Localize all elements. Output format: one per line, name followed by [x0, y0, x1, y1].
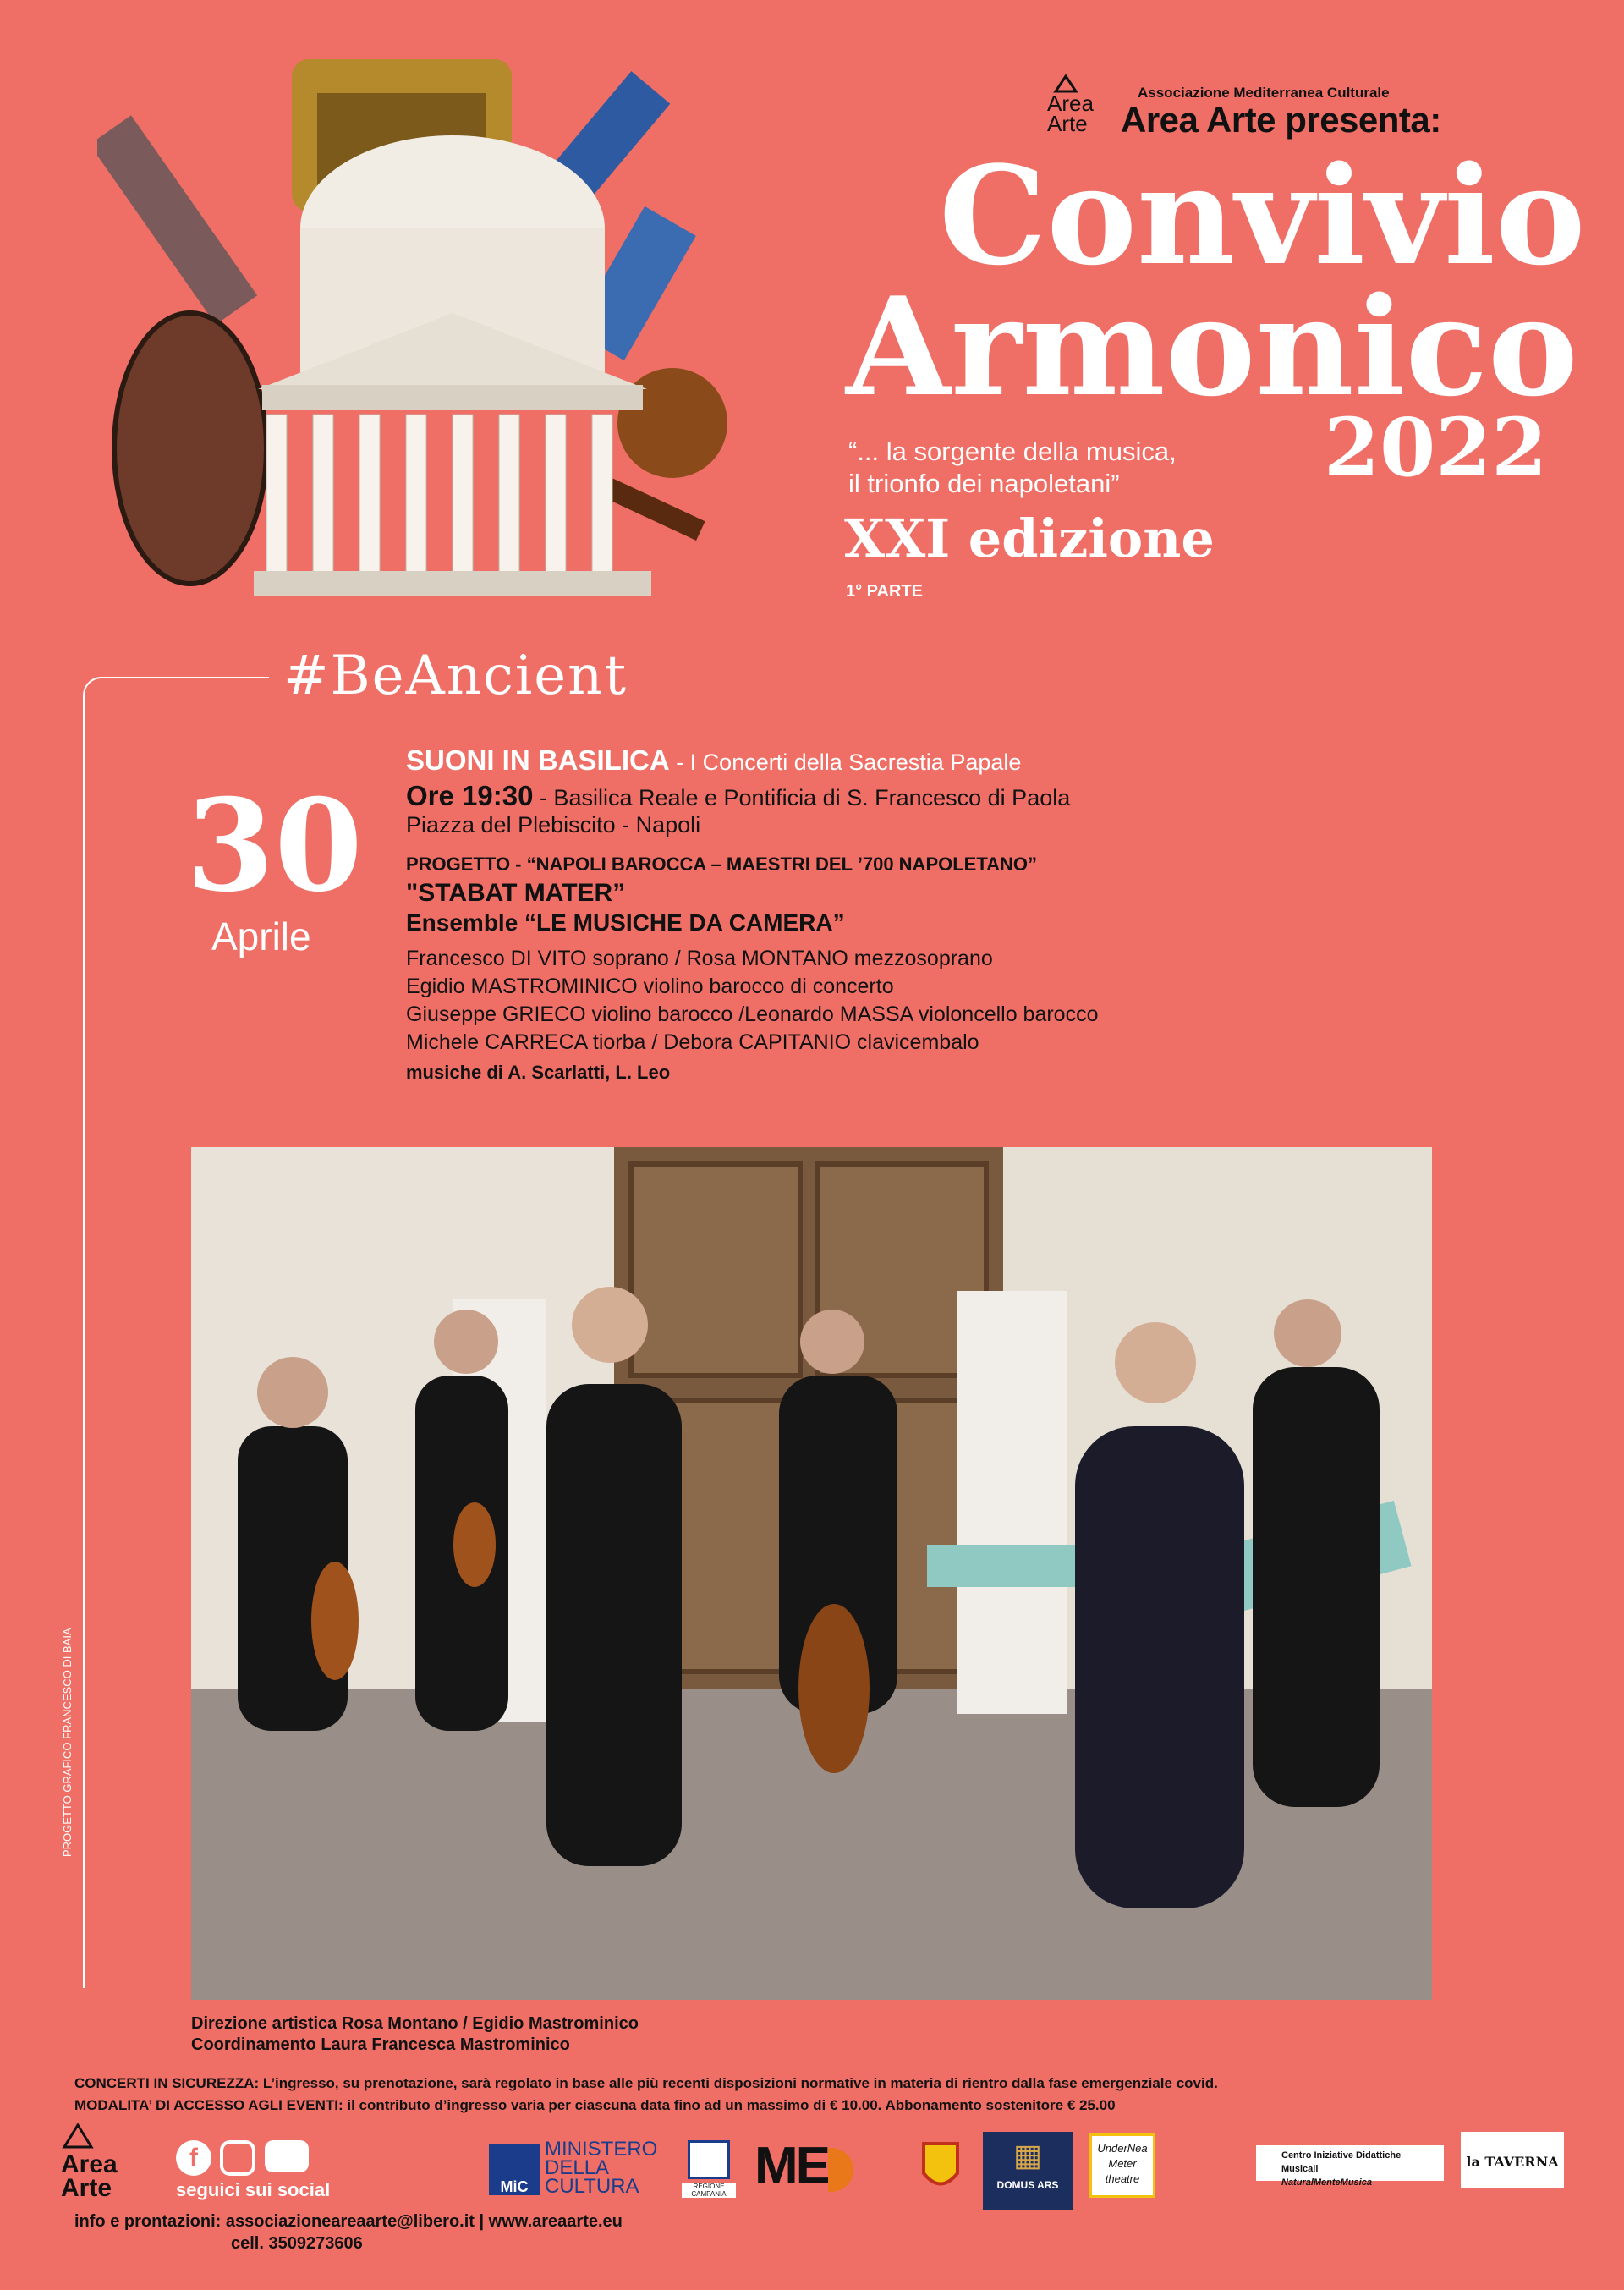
- festival-year: 2022: [1324, 401, 1548, 495]
- edition-label: XXI edizione: [844, 508, 1215, 569]
- med-logo-mark: [828, 2148, 853, 2192]
- event-details: [406, 744, 1506, 1084]
- work-title: "STABAT MATER”: [406, 879, 626, 907]
- performer-line: Francesco DI VITO soprano / Rosa MONTANO mezzosoprano: [406, 947, 993, 970]
- area-arte-footer-logo: [61, 2123, 145, 2202]
- social-links: [176, 2140, 330, 2201]
- ensemble-photo: [191, 1147, 1432, 2000]
- series-title: SUONI IN BASILICA: [406, 744, 670, 776]
- social-label: seguici sui social: [176, 2179, 331, 2200]
- artistic-direction: [191, 2013, 639, 2056]
- safety-note: CONCERTI IN SICUREZZA: L’ingresso, su prenotazione, sarà regolato in base alle più recenti disposizioni normative in materia di rientro dalla fase emergenziale covid.: [74, 2075, 1218, 2091]
- undernea-theatre-logo: [1089, 2133, 1155, 2198]
- event-month: Aprile: [211, 914, 311, 958]
- taverna-logo: [1461, 2132, 1564, 2188]
- music-line: [406, 1062, 1506, 1084]
- contact-email-web[interactable]: info e prontazioni: associazioneareaarte@libero.it | www.areaarte.eu: [74, 2212, 623, 2231]
- cidm-line-2: NaturalMenteMusica: [1281, 2177, 1372, 2188]
- ministry-word-2: DELLA: [545, 2156, 610, 2179]
- logo-text: [1047, 93, 1094, 134]
- venue-address: Piazza del Plebiscito - Napoli: [406, 812, 701, 837]
- series-subtitle: - I Concerti della Sacrestia Papale: [669, 750, 1022, 775]
- mic-badge: MiC: [489, 2144, 540, 2195]
- regione-campania-logo: [682, 2140, 736, 2196]
- graphic-credit: PROGETTO GRAFICO FRANCESCO DI BAIA: [61, 1628, 74, 1857]
- project-title: PROGETTO - “NAPOLI BAROCCA – MAESTRI DEL ’700 NAPOLETANO”: [406, 854, 1038, 875]
- ministry-logo: [489, 2140, 658, 2199]
- area-arte-logo: [1047, 74, 1106, 135]
- cidm-line-1: Centro Iniziative Didattiche Musicali: [1281, 2150, 1402, 2174]
- performers-list: [406, 945, 1506, 1057]
- title-line-1: Convivio: [939, 136, 1586, 295]
- footer-logo-word-area: Area: [61, 2150, 118, 2178]
- title-line-2: Armonico: [846, 267, 1578, 426]
- undernea-line-3: theatre: [1105, 2172, 1140, 2185]
- performer-line: Egidio MASTROMINICO violino barocco di concerto: [406, 975, 894, 998]
- ensemble-name: Ensemble “LE MUSICHE DA CAMERA”: [406, 909, 845, 936]
- performer-line: Giuseppe GRIECO violino barocco /Leonardo MASSA violoncello barocco: [406, 1002, 1099, 1026]
- regione-label: REGIONE CAMPANIA: [682, 2183, 736, 2198]
- med-logo-text: ME: [754, 2137, 828, 2195]
- contact-info: [74, 2210, 623, 2254]
- access-note: MODALITA’ DI ACCESSO AGLI EVENTI: il contributo d’ingresso varia per ciascuna data fino ad un massimo di € 10.00. Abbonamento sostenitore € 25.00: [74, 2097, 1116, 2113]
- footer-logo-word-arte: Arte: [61, 2174, 112, 2202]
- association-name: Associazione Mediterranea Culturale: [1138, 85, 1390, 101]
- quote-line-2: il trionfo dei napoletani”: [848, 469, 1120, 498]
- taverna-label: la TAVERNA: [1466, 2154, 1559, 2170]
- performer-line: Michele CARRECA tiorba / Debora CAPITANIO clavicembalo: [406, 1030, 979, 1054]
- ministry-word-3: CULTURA: [545, 2175, 639, 2198]
- header-collage: [97, 59, 774, 618]
- event-day: 30: [186, 772, 363, 920]
- crest-logo: [915, 2135, 966, 2196]
- domus-ars-label: DOMUS ARS: [996, 2179, 1059, 2191]
- quote-line-1: “... la sorgente della musica,: [848, 437, 1177, 466]
- footer-logo-text: [61, 2150, 145, 2202]
- event-venue: - Basilica Reale e Pontificia di S. Francesco di Paola: [533, 785, 1071, 810]
- part-label: 1° PARTE: [846, 582, 923, 601]
- hashtag: #BeAncient: [283, 645, 628, 707]
- contact-phone[interactable]: cell. 3509273606: [231, 2234, 363, 2253]
- undernea-line-1: UnderNea: [1097, 2142, 1148, 2155]
- music-label: musiche di: [406, 1062, 508, 1083]
- domus-ars-icon: ▦: [1012, 2138, 1042, 2172]
- direction-line-1: Direzione artistica Rosa Montano / Egidio Mastrominico: [191, 2014, 639, 2033]
- safety-notes: [74, 2073, 1218, 2117]
- presenter-line: Area Arte presenta:: [1121, 100, 1441, 140]
- festival-quote: [848, 436, 1177, 500]
- composers: A. Scarlatti, L. Leo: [508, 1062, 671, 1083]
- logo-word-arte: Arte: [1047, 111, 1088, 136]
- event-time: Ore 19:30: [406, 780, 534, 811]
- youtube-icon[interactable]: [265, 2140, 309, 2172]
- direction-line-2: Coordinamento Laura Francesca Mastrominico: [191, 2035, 570, 2054]
- instagram-icon[interactable]: [220, 2140, 255, 2176]
- series-line: [406, 744, 1506, 777]
- ministry-text: [545, 2140, 657, 2196]
- cidm-logo: [1256, 2145, 1444, 2188]
- time-venue-line: [406, 780, 1506, 812]
- facebook-icon[interactable]: f: [176, 2140, 211, 2176]
- med-logo: [754, 2139, 853, 2194]
- undernea-line-2: Meter: [1108, 2157, 1137, 2170]
- ministry-word-1: MINISTERO: [545, 2138, 658, 2161]
- domus-ars-logo: [983, 2132, 1073, 2210]
- logo-word-area: Area: [1047, 91, 1094, 116]
